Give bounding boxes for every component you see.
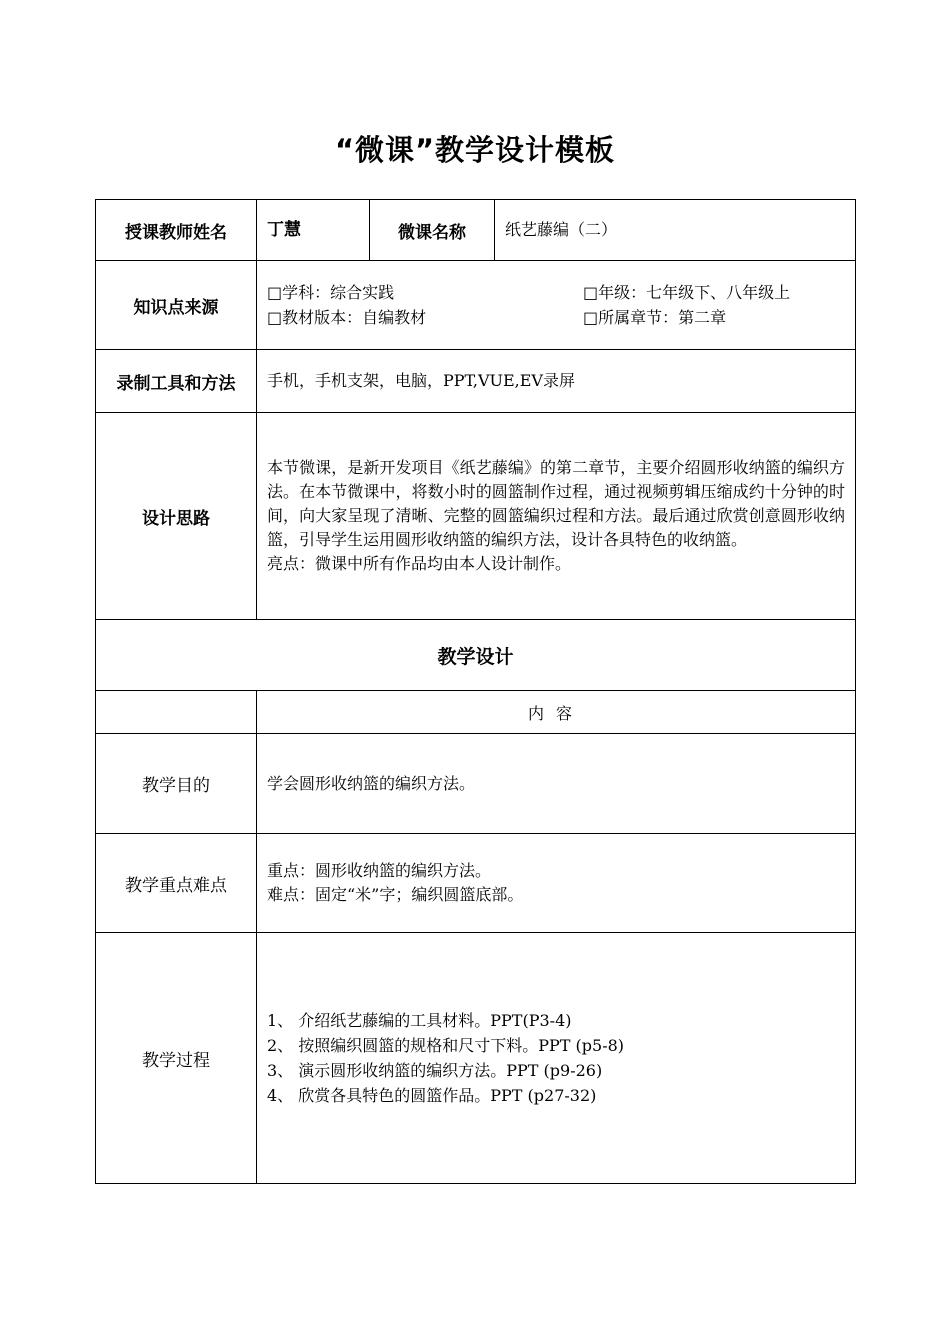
page-title: “微课”教学设计模板 bbox=[334, 133, 616, 167]
key-values bbox=[257, 834, 856, 933]
course-name: 纸艺藤编（二） bbox=[495, 200, 856, 261]
goal-row bbox=[96, 734, 856, 834]
goal-label: 教学目的 bbox=[96, 734, 257, 834]
course-label: 微课名称 bbox=[370, 200, 495, 261]
design-label: 设计思路 bbox=[96, 413, 257, 620]
teaching-section-title: 教学设计 bbox=[96, 620, 856, 691]
source-row bbox=[96, 261, 856, 350]
process-step: 2、 按照编织圆篮的规格和尺寸下料。PPT (p5-8) bbox=[267, 1036, 625, 1055]
difficulty: 难点：固定“米”字；编织圆篮底部。 bbox=[267, 885, 524, 904]
teaching-section-row bbox=[96, 620, 856, 691]
content-header-empty bbox=[96, 691, 257, 734]
design-text bbox=[257, 413, 856, 620]
content-header: 内容 bbox=[257, 691, 856, 734]
design-highlight: 亮点：微课中所有作品均由本人设计制作。 bbox=[267, 554, 572, 573]
process-row bbox=[96, 933, 856, 1184]
tools-value: 手机，手机支架，电脑，PPT,VUE,EV录屏 bbox=[257, 350, 856, 413]
lesson-design-table bbox=[95, 199, 856, 1184]
tools-row bbox=[96, 350, 856, 413]
process-steps bbox=[257, 933, 856, 1184]
source-subject: □学科：综合实践 bbox=[267, 282, 395, 302]
source-textbook: □教材版本：自编教材 bbox=[267, 307, 427, 327]
source-label: 知识点来源 bbox=[96, 261, 257, 350]
design-paragraph: 本节微课，是新开发项目《纸艺藤编》的第二章节，主要介绍圆形收纳篮的编织方法。在本节微课中，将数小时的圆篮制作过程，通过视频剪辑压缩成约十分钟的时间，向大家呈现了清晰、完整的圆篮编织过程和方法。最后通过欣赏创意圆形收纳篮，引导学生运用圆形收纳篮的编织方法，设计各具特色的收纳篮。 bbox=[267, 458, 845, 549]
process-label: 教学过程 bbox=[96, 933, 257, 1184]
design-row bbox=[96, 413, 856, 620]
teacher-name: 丁慧 bbox=[257, 200, 370, 261]
process-step: 4、 欣赏各具特色的圆篮作品。PPT (p27-32) bbox=[267, 1086, 597, 1105]
key-point: 重点：圆形收纳篮的编织方法。 bbox=[267, 861, 492, 880]
key-row bbox=[96, 834, 856, 933]
source-chapter: □所属章节：第二章 bbox=[583, 307, 727, 327]
tools-label: 录制工具和方法 bbox=[96, 350, 257, 413]
teacher-row bbox=[96, 200, 856, 261]
source-grade: □年级：七年级下、八年级上 bbox=[583, 282, 791, 302]
teacher-label: 授课教师姓名 bbox=[96, 200, 257, 261]
source-values bbox=[257, 261, 856, 350]
content-header-row bbox=[96, 691, 856, 734]
key-label: 教学重点难点 bbox=[96, 834, 257, 933]
goal-value: 学会圆形收纳篮的编织方法。 bbox=[257, 734, 856, 834]
process-step: 1、 介绍纸艺藤编的工具材料。PPT(P3-4) bbox=[267, 1011, 572, 1030]
process-step: 3、 演示圆形收纳篮的编织方法。PPT (p9-26) bbox=[267, 1061, 603, 1080]
